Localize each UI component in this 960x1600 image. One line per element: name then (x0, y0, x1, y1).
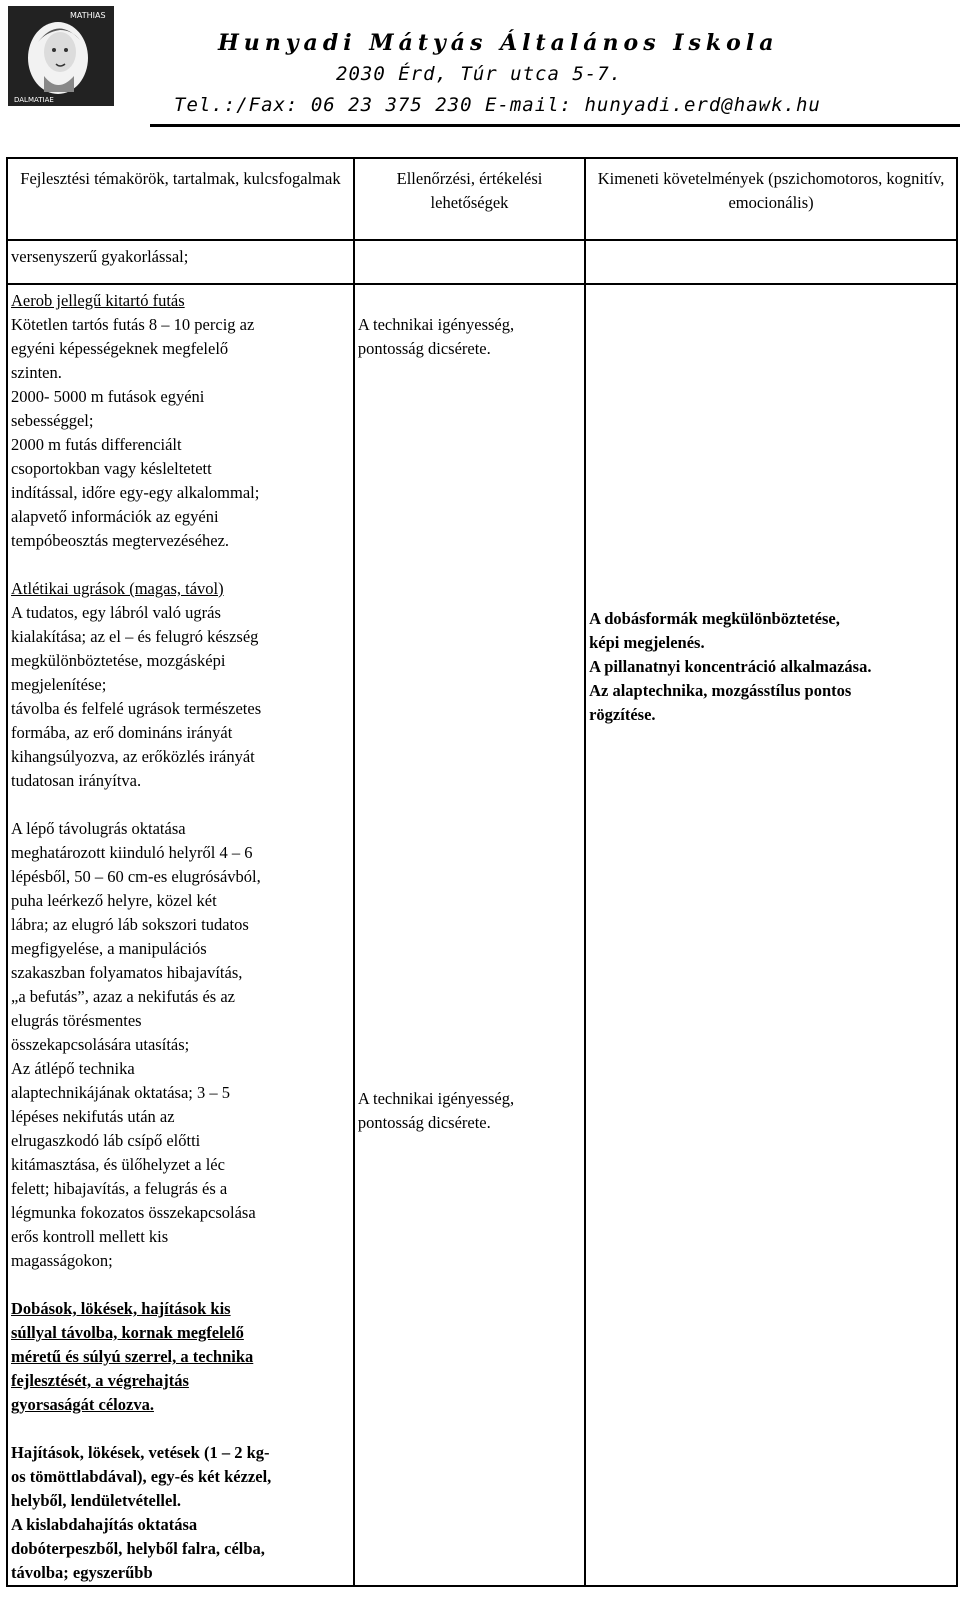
ugras-line: kialakítása; az el – és felugró készség (11, 627, 259, 646)
table-header-row (7, 158, 957, 240)
lepo-line: lépésből, 50 – 60 cm-es elugrósávból, (11, 867, 261, 886)
logo-text-top: MATHIAS (70, 11, 106, 20)
dobas-title-line: Dobások, lökések, hajítások kis (11, 1299, 231, 1318)
dobas-title-line: fejlesztését, a végrehajtás (11, 1371, 189, 1390)
row1-req (585, 240, 957, 284)
lepo-line: lábra; az elugró láb sokszori tudatos (11, 915, 249, 934)
lepo-line: lépéses nekifutás után az (11, 1107, 175, 1126)
row2-eval (354, 284, 585, 1586)
eval1-line: pontosság dicsérete. (357, 339, 491, 358)
ugras-line: tudatosan irányítva. (11, 771, 142, 790)
aerob-line: tempóbeosztás megtervezéséhez. (11, 531, 230, 550)
eval2-line: pontosság dicsérete. (357, 1113, 491, 1132)
aerob-line: indítással, időre egy-egy alkalommal; (11, 483, 260, 502)
table-row (7, 284, 957, 1586)
hajitas-line: os tömöttlabdával), egy-és két kézzel, (11, 1467, 272, 1486)
school-logo (8, 6, 114, 106)
hajitas-line: dobóterpeszből, helyből falra, célba, (11, 1539, 265, 1558)
aerob-line: 2000 m futás differenciált (11, 435, 182, 454)
lepo-line: összekapcsolására utasítás; (11, 1035, 190, 1054)
header-evaluation: Ellenőrzési, értékelési lehetőségek (354, 158, 585, 240)
aerob-line: alapvető információk az egyéni (11, 507, 219, 526)
dobas-title-line: méretű és súlyú szerrel, a technika (11, 1347, 254, 1366)
school-name: Hunyadi Mátyás Általános Iskola (218, 30, 779, 56)
lepo-line: erős kontroll mellett kis (11, 1227, 169, 1246)
letterhead (0, 0, 960, 130)
lepo-line: kitámasztása, és ülőhelyzet a léc (11, 1155, 225, 1174)
ugras-line: megjelenítése; (11, 675, 107, 694)
lepo-line: elugrás törésmentes (11, 1011, 142, 1030)
ugras-title: Atlétikai ugrások (magas, távol) (11, 579, 224, 598)
ugras-line: távolba és felfelé ugrások természetes (11, 699, 262, 718)
eval2-line: A technikai igényesség, (357, 1089, 515, 1108)
aerob-line: egyéni képességeknek megfelelő (11, 339, 229, 358)
eval1-line: A technikai igényesség, (357, 315, 515, 334)
lepo-line: „a befutás”, azaz a nekifutás és az (11, 987, 235, 1006)
req-line: A dobásformák megkülönböztetése, (589, 609, 840, 628)
hajitas-line: helyből, lendületvétellel. (11, 1491, 182, 1510)
req-line: A pillanatnyi koncentráció alkalmazása. (589, 657, 872, 676)
curriculum-table (6, 157, 958, 1587)
aerob-line: Kötetlen tartós futás 8 – 10 percig az (11, 315, 255, 334)
lepo-line: meghatározott kiinduló helyről 4 – 6 (11, 843, 253, 862)
aerob-title: Aerob jellegű kitartó futás (11, 291, 185, 310)
lepo-line: alaptechnikájának oktatása; 3 – 5 (11, 1083, 230, 1102)
row1-eval (354, 240, 585, 284)
aerob-line: sebességgel; (11, 411, 94, 430)
logo-text-side: DALMATIAE (14, 96, 54, 104)
ugras-line: megkülönböztetése, mozgásképi (11, 651, 226, 670)
lepo-line: légmunka fokozatos összekapcsolása (11, 1203, 256, 1222)
row1-topic: versenyszerű gyakorlással; (7, 240, 354, 284)
hajitas-line: A kislabdahajítás oktatása (11, 1515, 198, 1534)
aerob-line: szinten. (11, 363, 62, 382)
ugras-line: kihangsúlyozva, az erőközlés irányát (11, 747, 255, 766)
lepo-line: szakaszban folyamatos hibajavítás, (11, 963, 243, 982)
header-requirements: Kimeneti követelmények (pszichomotoros, kognitív, emocionális) (585, 158, 957, 240)
req-line: képi megjelenés. (589, 633, 705, 652)
lepo-line: felett; hibajavítás, a felugrás és a (11, 1179, 228, 1198)
dobas-title-line: súllyal távolba, kornak megfelelő (11, 1323, 244, 1342)
dobas-title-line: gyorsaságát célozva. (11, 1395, 154, 1414)
lepo-line: megfigyelése, a manipulációs (11, 939, 207, 958)
school-contact: Tel.:/Fax: 06 23 375 230 E-mail: hunyadi.erd@hawk.hu (174, 94, 821, 116)
row2-topic (7, 284, 354, 1586)
ugras-line: formába, az erő domináns irányát (11, 723, 233, 742)
aerob-line: 2000- 5000 m futások egyéni (11, 387, 205, 406)
req-line: Az alaptechnika, mozgásstílus pontos (589, 681, 852, 700)
ugras-line: A tudatos, egy lábról való ugrás (11, 603, 221, 622)
lepo-line: A lépő távolugrás oktatása (11, 819, 186, 838)
hajitas-line: Hajítások, lökések, vetések (1 – 2 kg- (11, 1443, 270, 1462)
header-rule (150, 124, 960, 127)
lepo-line: elrugaszkodó láb csípő előtti (11, 1131, 201, 1150)
req-line: rögzítése. (589, 705, 656, 724)
table-row (7, 240, 957, 284)
lepo-line: magasságokon; (11, 1251, 113, 1270)
lepo-line: Az átlépő technika (11, 1059, 135, 1078)
lepo-line: puha leérkező helyre, közel két (11, 891, 217, 910)
aerob-line: csoportokban vagy késleltetett (11, 459, 212, 478)
row2-req (585, 284, 957, 1586)
school-address: 2030 Érd, Túr utca 5-7. (336, 63, 623, 85)
hajitas-line: távolba; egyszerűbb (11, 1563, 153, 1582)
header-topics: Fejlesztési témakörök, tartalmak, kulcsfogalmak (7, 158, 354, 240)
